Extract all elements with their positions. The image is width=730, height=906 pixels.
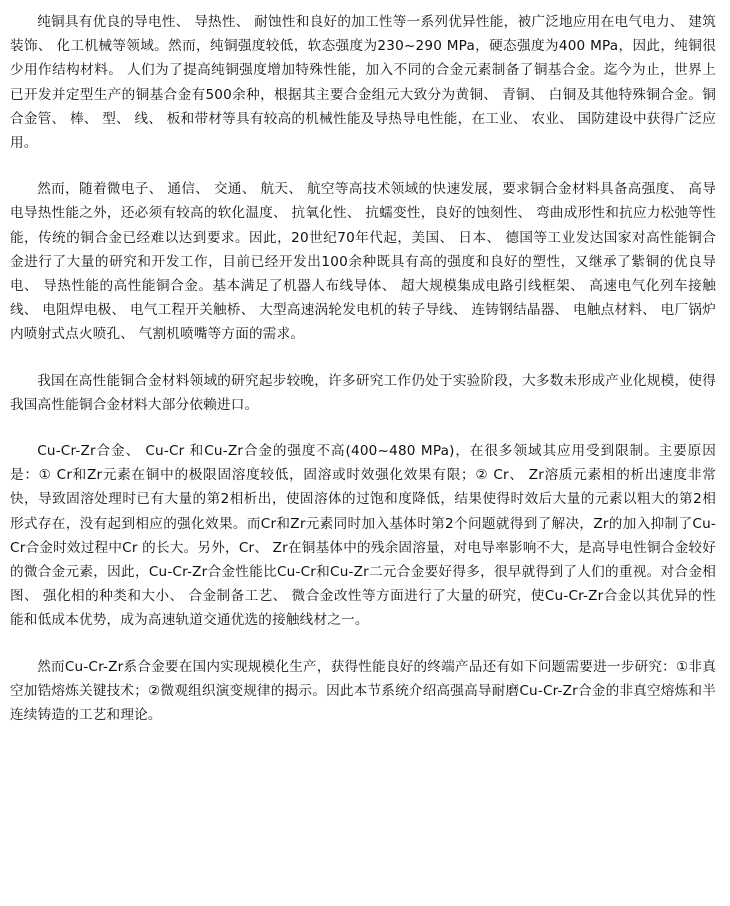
document-page (10, 10, 716, 749)
paragraph-section-scope: 然而Cu-Cr-Zr系合金要在国内实现规模化生产，获得性能良好的终端产品还有如下问题需要进一步研究：①非真空加锆熔炼关键技术；②微观组织演变规律的揭示。因此本节系统介绍高强高导耐磨Cu-Cr-Zr合金的非真空熔炼和半连续铸造的工艺和理论。 (10, 658, 716, 724)
paragraph-cu-cr-zr-alloy: Cu-Cr-Zr合金、 Cu-Cr 和Cu-Zr合金的强度不高(400~480 MPa)，在很多领域其应用受到限制。主要原因是：① Cr和Zr元素在铜中的极限固溶度较低，固溶或时效强化效果有限；② Cr、 Zr溶质元素相的析出速度非常快，导致固溶处理时已有大量的第2相析出，使固溶体的过饱和度降低，结果使得时效后大量的元素以粗大的第2相形式存在，没有起到相应的强化效果。而Cr和Zr元素同时加入基体时第2个问题就得到了解决，Zr的加入抑制了Cu-Cr合金时效过程中Cr 的长大。另外，Cr、 Zr在铜基体中的残余固溶量，对电导率影响不大，是高导电性铜合金较好的微合金元素，因此，Cu-Cr-Zr合金性能比Cu-Cr和Cu-Zr二元合金要好得多，很早就得到了人们的重视。对合金相图、 强化相的种类和大小、 合金制备工艺、 微合金改性等方面进行了大量的研究，使Cu-Cr-Zr合金以其优异的性能和低成本优势，成为高速轨道交通优选的接触线材之一。 (10, 443, 716, 629)
paragraph-high-performance-demand: 然而，随着微电子、 通信、 交通、 航天、 航空等高技术领域的快速发展，要求铜合金材料具备高强度、 高导电导热性能之外，还必须有较高的软化温度、 抗氧化性、 抗蠕变性，良好的蚀刻性、 弯曲成形性和抗应力松弛等性能，传统的铜合金已经难以达到要求。因此，20世纪70年代起，美国、 日本、 德国等工业发达国家对高性能铜合金进行了大量的研究和开发工作，目前已经开发出100余种既具有高的强度和良好的塑性，又继承了紫铜的优良导电、 导热性能的高性能铜合金。基本满足了机器人布线导体、 超大规模集成电路引线框架、 高速电气化列车接触线、 电阻焊电极、 电气工程开关触桥、 大型高速涡轮发电机的转子导线、 连铸钢结晶器、 电触点材料、 电厂锅炉内喷射式点火喷孔、 气割机喷嘴等方面的需求。 (10, 181, 716, 343)
paragraph-pure-copper-properties: 纯铜具有优良的导电性、 导热性、 耐蚀性和良好的加工性等一系列优异性能，被广泛地应用在电气电力、 建筑装饰、 化工机械等领域。然而，纯铜强度较低，软态强度为230~290 MPa，硬态强度为400 MPa，因此，纯铜很少用作结构材料。 人们为了提高纯铜强度增加特殊性能，加入不同的合金元素制备了铜基合金。迄今为止，世界上已开发并定型生产的铜基合金有500余种，根据其主要合金组元大致分为黄铜、 青铜、 白铜及其他特殊铜合金。铜合金管、 棒、 型、 线、 板和带材等具有较高的机械性能及导热导电性能，在工业、 农业、 国防建设中获得广泛应用。 (10, 14, 716, 152)
paragraph-domestic-research-status: 我国在高性能铜合金材料领域的研究起步较晚，许多研究工作仍处于实验阶段，大多数未形成产业化规模，使得我国高性能铜合金材料大部分依赖进口。 (10, 372, 716, 413)
